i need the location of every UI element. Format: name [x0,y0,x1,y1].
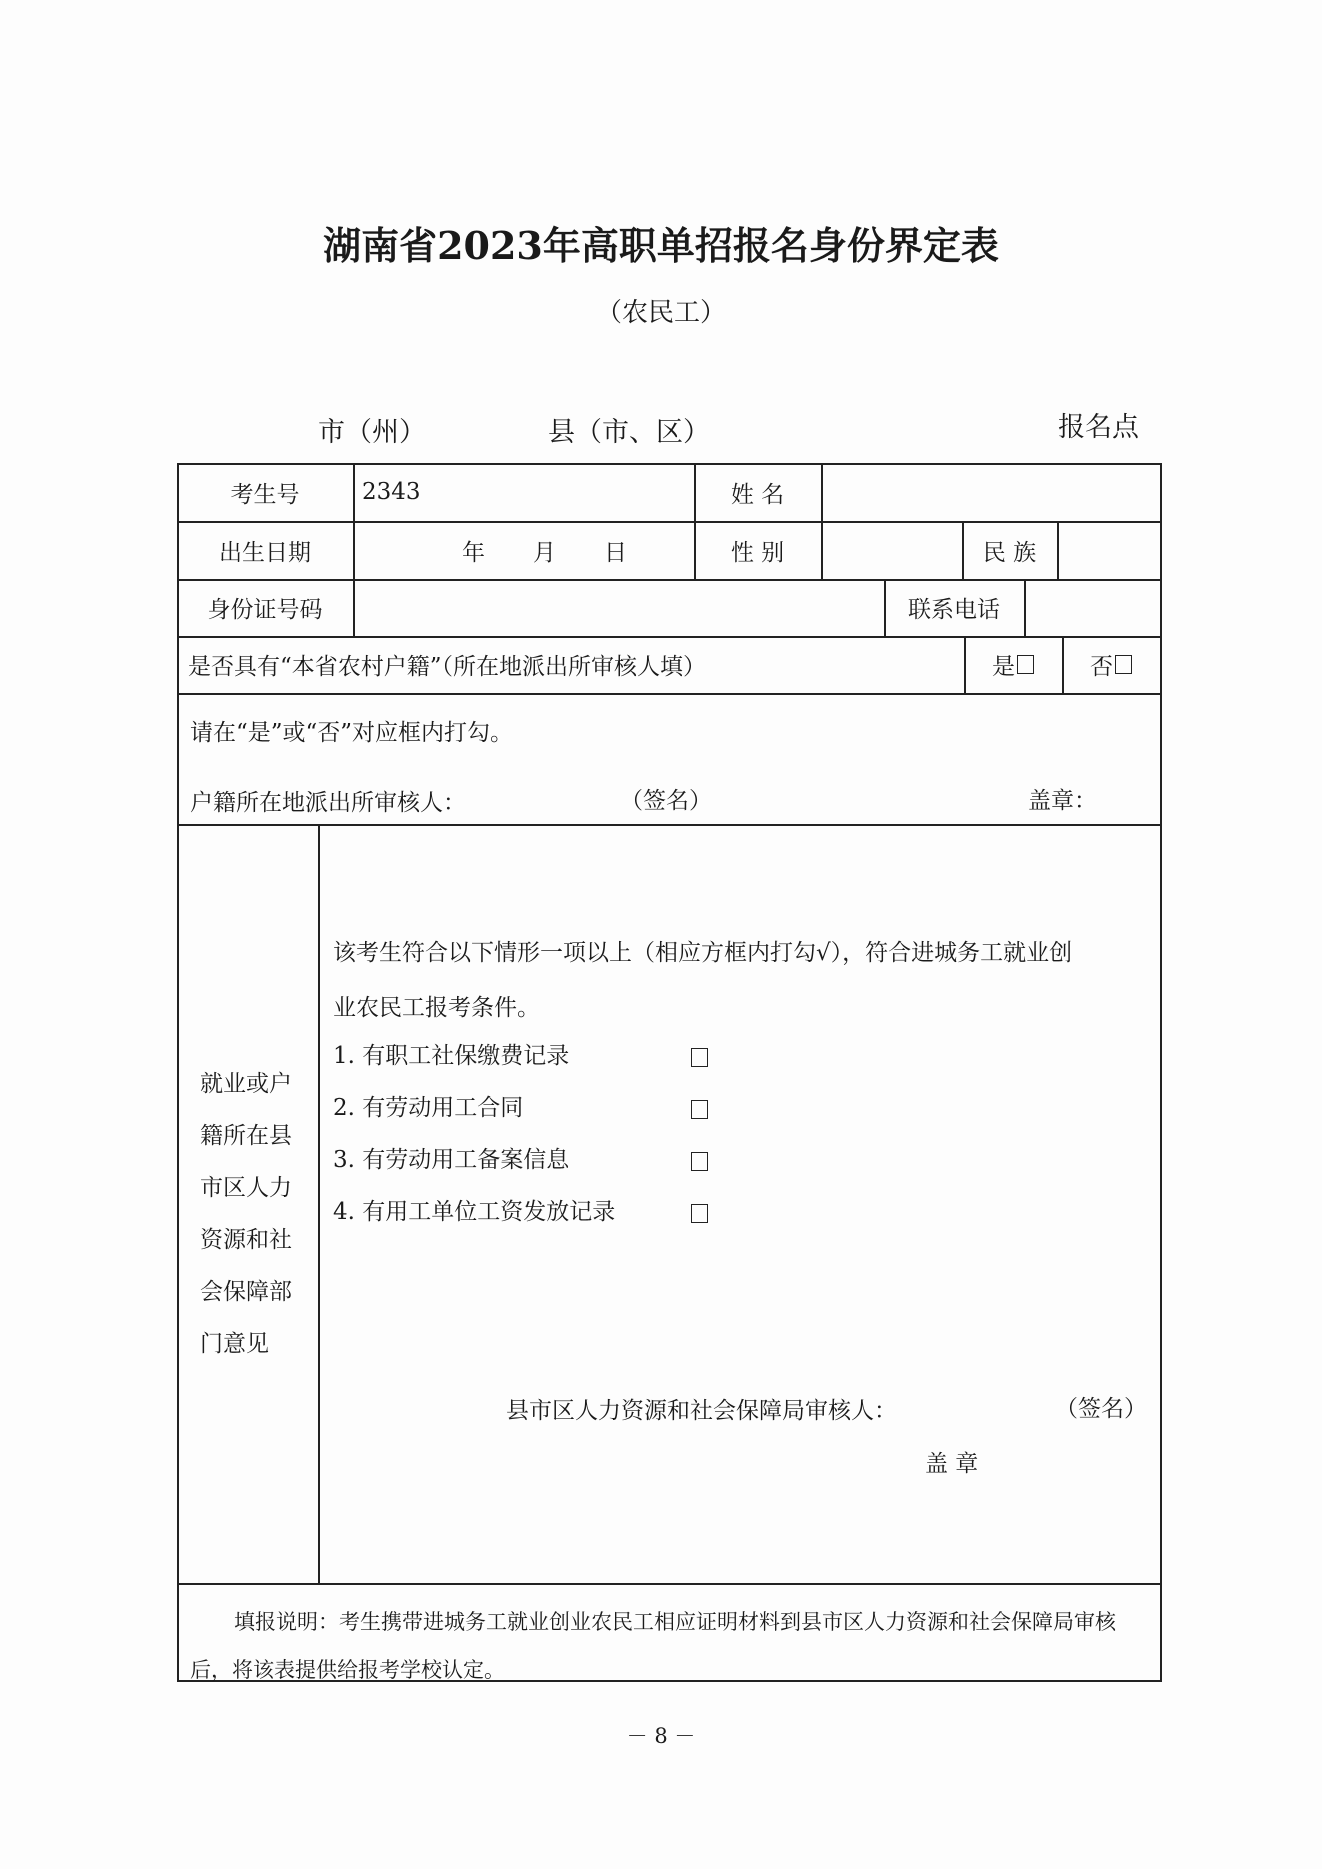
id-field[interactable] [355,579,884,636]
exam-no-label: 考生号 [230,481,300,508]
phone-label: 联系电话 [908,597,1000,623]
ethnicity-label: 民 族 [982,539,1037,566]
hr-sign-label: （签名） [1055,1396,1147,1422]
gender-label: 性 别 [730,539,785,566]
page-title: 湖南省2023年高职单招报名身份界定表 [323,223,999,268]
hr-dept-line: 就业或户 [200,1071,292,1097]
conditions-list [333,1030,708,1238]
checkbox-icon[interactable] [691,1152,708,1171]
checkbox-icon [1115,655,1132,674]
gender-field[interactable] [823,521,962,579]
page-subtitle: （农民工） [595,298,726,328]
hr-dept-label [200,1058,292,1370]
birth-date-field[interactable] [355,521,694,579]
exam-no-field[interactable]: 2343 [362,479,421,505]
police-seal-label: 盖章： [1028,788,1097,814]
condition-label: 1. 有职工社保缴费记录 [333,1043,570,1069]
condition-label: 3. 有劳动用工备案信息 [333,1147,570,1173]
phone-field[interactable] [1026,579,1160,636]
condition-item[interactable] [333,1186,708,1238]
month-label: 月 [533,539,556,566]
page-number: － 8 － [626,1724,696,1748]
no-checkbox[interactable] [1062,636,1160,693]
notes-line: 填报说明：考生携带进城务工就业创业农民工相应证明材料到县市区人力资源和社会保障局审核 [234,1610,1116,1634]
hr-intro [333,926,1072,1036]
yes-checkbox[interactable] [964,636,1062,693]
filling-notes [190,1598,1116,1694]
police-reviewer-label: 户籍所在地派出所审核人： [190,790,466,816]
hukou-question: 是否具有“本省农村户籍”（所在地派出所审核人填） [188,654,707,680]
hr-dept-line: 市区人力 [200,1175,292,1201]
county-label: 县（市、区） [548,417,710,448]
city-label: 市（州） [318,417,426,448]
notes-line: 后，将该表提供给报考学校认定。 [190,1658,505,1682]
name-field[interactable] [823,465,1160,521]
yes-label: 是 [992,654,1015,680]
police-sign-label: （签名） [620,788,712,814]
day-label: 日 [604,539,627,566]
site-label: 报名点 [1058,412,1139,443]
checkbox-icon [1017,655,1034,674]
hr-dept-line: 籍所在县 [200,1123,292,1149]
year-label: 年 [462,539,485,566]
checkbox-icon[interactable] [691,1204,708,1223]
tick-instruction: 请在“是”或“否”对应框内打勾。 [190,720,514,746]
hr-dept-line: 资源和社 [200,1227,292,1253]
name-label: 姓 名 [730,481,785,508]
hr-seal-label: 盖 章 [925,1451,979,1477]
id-label: 身份证号码 [207,597,323,623]
hr-intro-line: 该考生符合以下情形一项以上（相应方框内打勾√），符合进城务工就业创 [333,940,1073,966]
ethnicity-field[interactable] [1059,521,1160,579]
hr-dept-line: 会保障部 [200,1279,292,1305]
condition-item[interactable] [333,1082,708,1134]
hr-dept-line: 门意见 [200,1331,269,1357]
birth-label: 出生日期 [219,539,311,566]
hr-intro-line: 业农民工报考条件。 [333,995,540,1021]
condition-item[interactable] [333,1134,708,1186]
condition-label: 4. 有用工单位工资发放记录 [333,1199,616,1225]
hr-reviewer-label: 县市区人力资源和社会保障局审核人： [506,1398,897,1424]
checkbox-icon[interactable] [691,1048,708,1067]
no-label: 否 [1090,654,1113,680]
condition-item[interactable] [333,1030,708,1082]
condition-label: 2. 有劳动用工合同 [333,1095,524,1121]
checkbox-icon[interactable] [691,1100,708,1119]
